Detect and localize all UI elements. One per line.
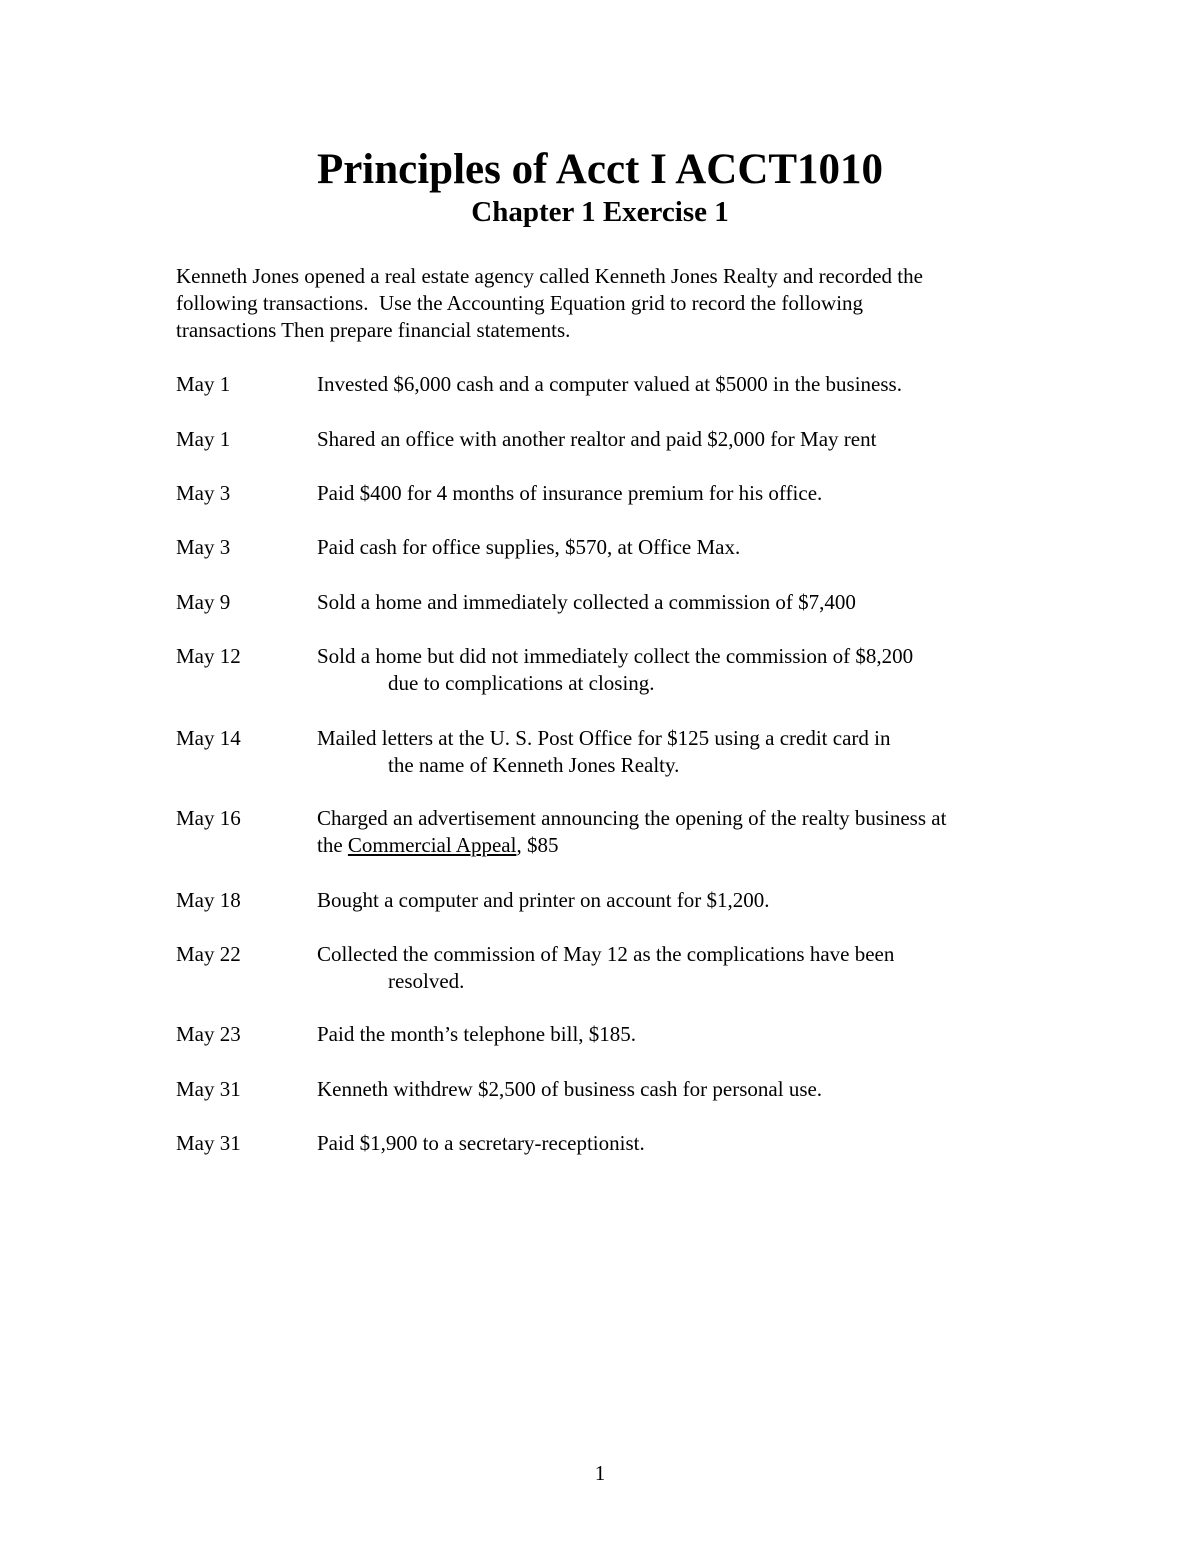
transaction-date: May 3	[176, 535, 231, 559]
transaction-date: May 31	[176, 1131, 241, 1155]
transaction-line: Paid the month’s telephone bill, $185.	[317, 1022, 637, 1046]
transaction-date: May 14	[176, 726, 241, 750]
transaction-date: May 3	[176, 481, 231, 505]
transaction-date: May 9	[176, 590, 231, 614]
transaction-line: Charged an advertisement announcing the opening of the realty business at	[317, 806, 947, 830]
transaction-description	[317, 887, 1057, 914]
transaction-date: May 1	[176, 372, 231, 396]
transaction-date: May 22	[176, 942, 241, 966]
transaction-description	[317, 1130, 1057, 1157]
transaction-line: resolved.	[388, 969, 465, 993]
transaction-date: May 12	[176, 644, 241, 668]
transaction-line: Collected the commission of May 12 as the complications have been	[317, 942, 895, 966]
transaction-description	[317, 1021, 1057, 1048]
page-subtitle: Chapter 1 Exercise 1	[471, 196, 729, 228]
transaction-description	[317, 805, 1057, 859]
transaction-description	[317, 725, 1057, 779]
transaction-line: Paid cash for office supplies, $570, at Office Max.	[317, 535, 741, 559]
text-span: the	[317, 833, 348, 857]
page-title: Principles of Acct I ACCT1010	[316, 146, 884, 193]
transaction-description	[317, 643, 1057, 697]
transaction-line	[317, 832, 1057, 859]
transaction-description	[317, 426, 1057, 453]
transaction-line: Sold a home but did not immediately collect the commission of $8,200	[317, 644, 914, 668]
intro-line: following transactions. Use the Accounting Equation grid to record the following	[176, 291, 864, 315]
transaction-date: May 16	[176, 806, 241, 830]
transaction-line: Mailed letters at the U. S. Post Office for $125 using a credit card in	[317, 726, 891, 750]
transaction-description	[317, 941, 1057, 995]
intro-paragraph	[176, 263, 1056, 344]
page-number: 1	[594, 1461, 606, 1485]
transaction-line: Paid $400 for 4 months of insurance premium for his office.	[317, 481, 823, 505]
text-span: , $85	[516, 833, 559, 857]
transaction-line: Paid $1,900 to a secretary-receptionist.	[317, 1131, 645, 1155]
transaction-date: May 23	[176, 1022, 241, 1046]
transaction-line: Bought a computer and printer on account for $1,200.	[317, 888, 770, 912]
intro-line: transactions Then prepare financial statements.	[176, 318, 571, 342]
transaction-date: May 18	[176, 888, 241, 912]
transaction-description	[317, 1076, 1057, 1103]
transaction-description	[317, 589, 1057, 616]
transaction-line: the name of Kenneth Jones Realty.	[388, 753, 680, 777]
transaction-description	[317, 480, 1057, 507]
intro-line: Kenneth Jones opened a real estate agency called Kenneth Jones Realty and recorded the	[176, 264, 923, 288]
transaction-line: Kenneth withdrew $2,500 of business cash for personal use.	[317, 1077, 823, 1101]
publication-name: Commercial Appeal	[347, 833, 517, 857]
transaction-description	[317, 534, 1057, 561]
transaction-line: due to complications at closing.	[388, 671, 655, 695]
transaction-line: Shared an office with another realtor and paid $2,000 for May rent	[317, 427, 877, 451]
transaction-date: May 31	[176, 1077, 241, 1101]
transaction-date: May 1	[176, 427, 231, 451]
transaction-line: Sold a home and immediately collected a commission of $7,400	[317, 590, 856, 614]
transaction-line: Invested $6,000 cash and a computer valued at $5000 in the business.	[317, 372, 902, 396]
transaction-description	[317, 371, 1057, 398]
